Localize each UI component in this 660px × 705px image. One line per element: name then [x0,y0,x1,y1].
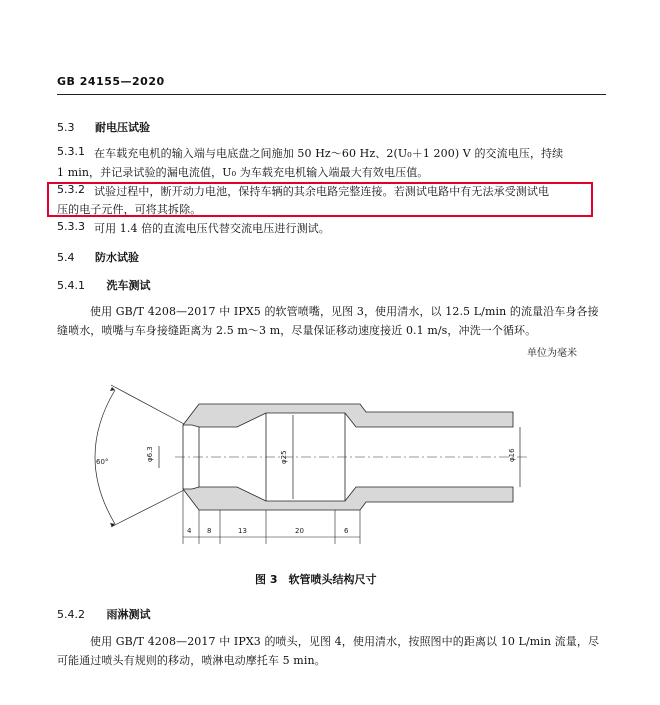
item-5-4-2-line-1: 使用 GB/T 4208—2017 中 IPX3 的喷头，见图 4，使用清水，按照图中的距离以 10 L/min 流量，尽 [90,635,600,648]
item-5-3-3-text: 可用 1.4 倍的直流电压代替交流电压进行测试。 [94,222,330,235]
dimension-4-label: 4 [187,527,192,535]
angle-label: 60° [96,458,109,466]
mid-diameter-label: φ25 [280,450,288,464]
item-5-3-3-number: 5.3.3 [57,220,85,233]
figure-3-caption: 图 3 软管喷头结构尺寸 [255,573,377,586]
item-5-4-1-heading [57,277,151,293]
dimension-20-label: 20 [295,527,304,535]
item-5-3-2-line-1: 试验过程中，断开动力电池，保持车辆的其余电路完整连接。若测试电路中有无法承受测试电 [94,185,550,198]
item-title: 雨淋测试 [106,608,151,621]
item-5-3-1-line-1: 在车载充电机的输入端与电底盘之间施加 50 Hz～60 Hz、2(U₀＋1 200) V 的交流电压，持续 [94,147,564,160]
item-5-4-2-heading [57,606,151,622]
section-number: 5.3 [57,121,75,134]
item-5-3-1-line-2: 1 min，并记录试验的漏电流值，U₀ 为车载充电机输入端最大有效电压值。 [57,166,429,179]
item-5-4-1-line-2: 缝喷水，喷嘴与车身接缝距离为 2.5 m～3 m，尽量保证移动速度接近 0.1 m/s，冲洗一个循环。 [57,324,537,337]
item-number: 5.4.1 [57,279,85,292]
angle-arrows [110,387,115,527]
angle-arc [95,390,115,524]
section-5-4-heading [57,249,139,265]
item-number: 5.4.2 [57,608,85,621]
header-divider [57,94,606,95]
item-title: 洗车测试 [106,279,151,292]
item-5-3-2-number: 5.3.2 [57,183,85,196]
angle-leader-top [111,385,184,424]
dimension-6-label: 6 [344,527,349,535]
section-title: 耐电压试验 [95,121,150,134]
dimension-8-label: 8 [207,527,212,535]
unit-note: 单位为毫米 [527,348,577,359]
standard-number: GB 24155—2020 [57,75,165,88]
item-5-4-2-line-2: 可能通过喷头有规则的移动，喷淋电动摩托车 5 min。 [57,654,326,667]
angle-leader-bottom [111,490,184,527]
upper-nozzle-wall [183,404,513,427]
section-5-3-heading [57,119,150,135]
section-title: 防水试验 [95,251,139,264]
item-5-3-2-line-2: 压的电子元件，可将其拆除。 [57,203,202,216]
section-number: 5.4 [57,251,75,264]
lower-nozzle-wall [183,487,513,510]
figure-3-diagram [90,382,540,544]
item-5-3-1-number: 5.3.1 [57,145,85,158]
right-diameter-label: φ16 [508,448,516,462]
small-diameter-label: φ6.3 [146,446,154,462]
dimension-13-label: 13 [238,527,247,535]
item-5-4-1-line-1: 使用 GB/T 4208—2017 中 IPX5 的软管喷嘴，见图 3，使用清水，以 12.5 L/min 的流量沿车身各接 [90,305,599,318]
